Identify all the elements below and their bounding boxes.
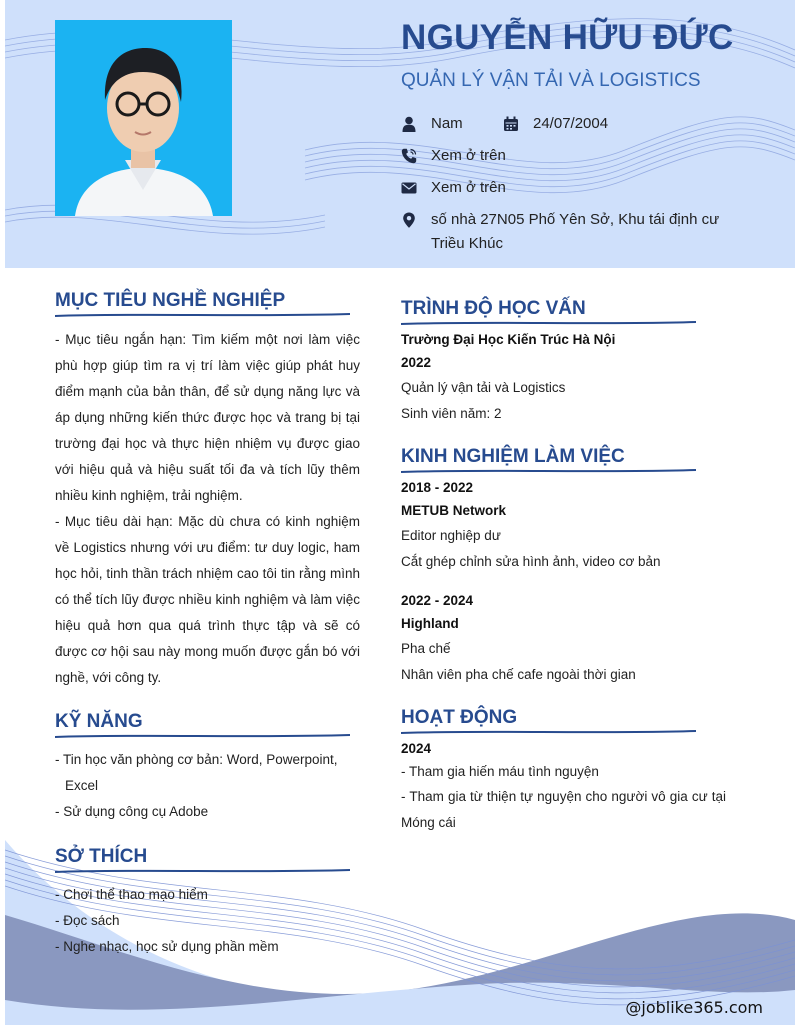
objective-underline	[55, 312, 350, 318]
hobbies-underline	[55, 868, 350, 874]
job-role: Pha chế	[401, 641, 451, 656]
watermark: @joblike365.com	[625, 998, 763, 1017]
header	[5, 0, 795, 268]
activities-underline	[401, 729, 696, 735]
skill-item: - Tin học văn phòng cơ bản: Word, Powerpoint,	[55, 752, 338, 767]
job-period: 2022 - 2024	[401, 593, 474, 608]
hobby-item: - Chơi thể thao mạo hiểm	[55, 887, 208, 902]
objective-title: MỤC TIÊU NGHỀ NGHIỆP	[55, 290, 286, 311]
skill-item: Excel	[65, 778, 99, 793]
profile-photo	[55, 20, 232, 216]
phone-icon	[401, 148, 417, 164]
gender-row	[401, 115, 608, 136]
school-name: Trường Đại Học Kiến Trúc Hà Nội	[401, 332, 616, 347]
experience-underline	[401, 468, 696, 474]
education-underline	[401, 320, 696, 326]
activity-item: - Tham gia từ thiện tự nguyện cho người vô gia cư tại Móng cái	[401, 789, 726, 830]
education-note: Sinh viên năm: 2	[401, 406, 502, 421]
phone-row	[401, 147, 506, 168]
skill-item: - Sử dụng công cụ Adobe	[55, 804, 209, 819]
location-pin-icon	[401, 212, 417, 228]
envelope-icon	[401, 180, 417, 196]
activity-year: 2024	[401, 741, 432, 756]
hobbies-title: SỞ THÍCH	[55, 846, 148, 867]
calendar-icon	[503, 116, 519, 132]
address-row	[401, 211, 741, 256]
email-row	[401, 179, 506, 200]
address-text: số nhà 27N05 Phố Yên Sở, Khu tái định cư Triều Khúc	[431, 211, 720, 252]
activities-title: HOẠT ĐỘNG	[401, 707, 518, 728]
education-major: Quản lý vận tải và Logistics	[401, 380, 566, 395]
objective-long-term: - Mục tiêu dài hạn: Mặc dù chưa có kinh nghiệm về Logistics nhưng với ưu điểm: tư duy logic, ham học hỏi, tinh thần trách nhiệm cao tôi tin rằng mình có thể tích lũy được nhiều kinh nghiệm và làm việc hiệu quả hơn qua quá trình thực tập và sẽ có được cơ hội sau này mong muốn được gắn bó với nghề, với công ty.	[55, 514, 360, 685]
skills-underline	[55, 733, 350, 739]
education-year: 2022	[401, 355, 432, 370]
experience-title: KINH NGHIỆM LÀM VIỆC	[401, 446, 625, 467]
job-description: Cắt ghép chỉnh sửa hình ảnh, video cơ bản	[401, 554, 661, 569]
activity-item: - Tham gia hiến máu tình nguyện	[401, 764, 599, 779]
birthdate-text: 24/07/2004	[533, 115, 609, 132]
resume-page	[5, 0, 795, 1025]
job-period: 2018 - 2022	[401, 480, 474, 495]
objective-short-term: - Mục tiêu ngắn hạn: Tìm kiếm một nơi làm việc phù hợp giúp tìm ra vị trí làm việc giúp phát huy điểm mạnh của bản thân, để sử dụng năng lực và áp dụng những kiến thức được học và trang bị tại trường đại học và thực hiện nhiệm vụ được giao với hiệu quả và hiệu suất tối đa và tích lũy thêm nhiều kinh nghiệm, trải nghiệm.	[55, 332, 360, 503]
person-icon	[401, 116, 417, 132]
avatar	[55, 20, 232, 216]
job-role: Editor nghiệp dư	[401, 528, 501, 543]
job-title: QUẢN LÝ VẬN TẢI VÀ LOGISTICS	[401, 70, 701, 91]
job-description: Nhân viên pha chế cafe ngoài thời gian	[401, 667, 636, 682]
education-title: TRÌNH ĐỘ HỌC VẤN	[401, 298, 586, 319]
phone-text: Xem ở trên	[431, 147, 506, 164]
email-text: Xem ở trên	[431, 179, 506, 196]
hobby-item: - Nghe nhạc, học sử dụng phần mềm	[55, 939, 279, 954]
gender-text: Nam	[431, 115, 463, 132]
job-company: METUB Network	[401, 503, 507, 518]
job-company: Highland	[401, 616, 459, 631]
candidate-name: NGUYỄN HỮU ĐỨC	[401, 18, 734, 57]
hobby-item: - Đọc sách	[55, 913, 120, 928]
skills-title: KỸ NĂNG	[55, 711, 143, 732]
